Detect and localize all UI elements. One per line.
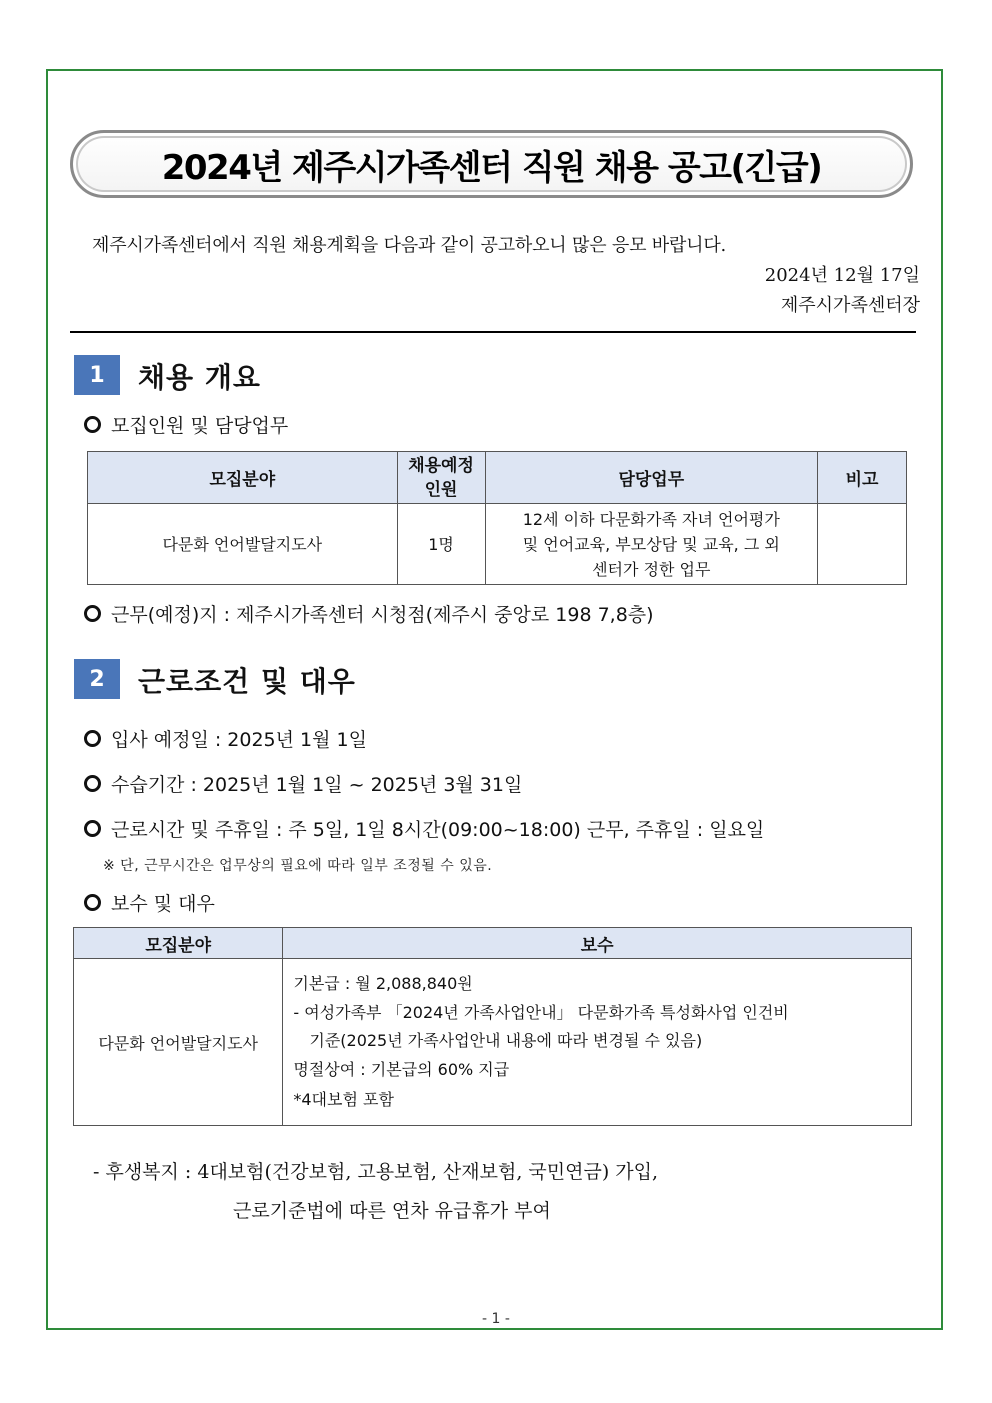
- circle-bullet-icon: [84, 820, 101, 837]
- page-number: - 1 -: [482, 1311, 510, 1327]
- bullet-start-date: [84, 725, 367, 752]
- circle-bullet-icon: [84, 416, 101, 433]
- header-field: 모집분야: [88, 452, 398, 504]
- cell-field: 다문화 언어발달지도사: [74, 959, 283, 1126]
- section-2-title: 근로조건 및 대우: [138, 665, 356, 698]
- pay-basis: - 여성가족부 「2024년 가족사업안내」 다문화가족 특성화사업 인건비: [293, 1003, 789, 1022]
- circle-bullet-icon: [84, 775, 101, 792]
- cell-field: 다문화 언어발달지도사: [88, 504, 398, 585]
- hours-note: ※ 단, 근무시간은 업무상의 필요에 따라 일부 조정될 수 있음.: [103, 858, 493, 874]
- intro-text: 제주시가족센터에서 직원 채용계획을 다음과 같이 공고하오니 많은 응모 바랍니다.: [92, 235, 727, 256]
- pay-table: [73, 927, 912, 1126]
- bullet-location: [84, 600, 654, 627]
- recruit-table: [87, 451, 907, 585]
- duty-line: 센터가 정한 업무: [592, 559, 711, 579]
- header-count-line2: 인원: [424, 479, 458, 500]
- announcement-date: 2024년 12월 17일: [764, 265, 920, 286]
- section-2-number: 2: [74, 659, 120, 699]
- table-header-row: [88, 452, 907, 504]
- signer: 제주시가족센터장: [780, 295, 920, 316]
- circle-bullet-icon: [84, 894, 101, 911]
- bullet-location-text: 근무(예정)지 : 제주시가족센터 시청점(제주시 중앙로 198 7,8층): [111, 604, 654, 626]
- duty-line: 12세 이하 다문화가족 자녀 언어평가: [522, 509, 780, 529]
- table-header-row: [74, 928, 912, 959]
- bullet-hours: [84, 815, 764, 842]
- header-field: 모집분야: [74, 928, 283, 959]
- pay-bonus: 명절상여 : 기본급의 60% 지급: [293, 1060, 510, 1079]
- circle-bullet-icon: [84, 730, 101, 747]
- document-title: 2024년 제주시가족센터 직원 채용 공고(긴급): [161, 147, 822, 188]
- cell-duty: [485, 504, 818, 585]
- circle-bullet-icon: [84, 605, 101, 622]
- header-divider: [70, 331, 916, 333]
- bullet-recruit-text: 모집인원 및 담당업무: [111, 415, 289, 437]
- bullet-pay: [84, 889, 215, 916]
- cell-count: 1명: [397, 504, 485, 585]
- welfare-line-1: - 후생복지 : 4대보험(건강보험, 고용보험, 산재보험, 국민연금) 가입,: [93, 1161, 659, 1183]
- table-row: [88, 504, 907, 585]
- bullet-pay-text: 보수 및 대우: [111, 893, 215, 915]
- pay-base: 기본급 : 월 2,088,840원: [293, 974, 473, 993]
- header-count-line1: 채용예정: [408, 455, 474, 476]
- welfare-line-2: 근로기준법에 따른 연차 유급휴가 부여: [233, 1200, 551, 1222]
- header-count: [397, 452, 485, 504]
- table-row: [74, 959, 912, 1126]
- header-duty: 담당업무: [485, 452, 818, 504]
- bullet-probation: [84, 770, 522, 797]
- pay-insurance: *4대보험 포함: [293, 1090, 394, 1109]
- bullet-recruit: [84, 411, 288, 438]
- title-banner: [70, 130, 913, 198]
- pay-basis-cont: 기준(2025년 가족사업안내 내용에 따라 변경될 수 있음): [309, 1031, 703, 1050]
- bullet-hours-text: 근로시간 및 주휴일 : 주 5일, 1일 8시간(09:00~18:00) 근무, 주휴일 : 일요일: [111, 819, 765, 841]
- bullet-probation-text: 수습기간 : 2025년 1월 1일 ~ 2025년 3월 31일: [111, 774, 523, 796]
- section-1-number: 1: [74, 355, 120, 395]
- header-pay: 보수: [283, 928, 912, 959]
- bullet-start-date-text: 입사 예정일 : 2025년 1월 1일: [111, 729, 367, 751]
- cell-note: [818, 504, 907, 585]
- section-1-title: 채용 개요: [138, 361, 261, 394]
- cell-pay: [283, 959, 912, 1126]
- duty-line: 및 언어교육, 부모상담 및 교육, 그 외: [522, 534, 780, 554]
- header-note: 비고: [818, 452, 907, 504]
